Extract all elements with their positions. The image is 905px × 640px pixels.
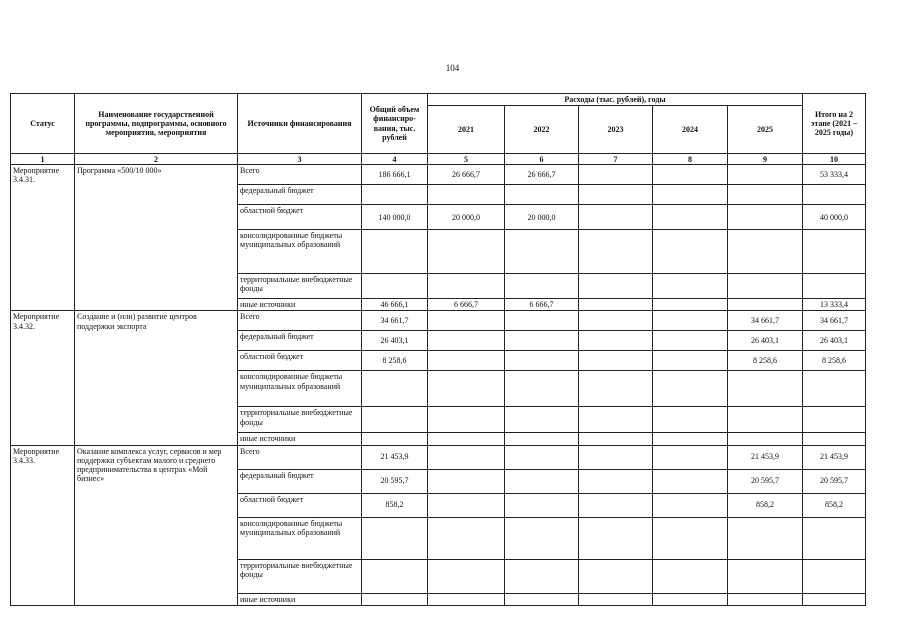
amount-cell bbox=[505, 331, 579, 351]
amount-cell bbox=[428, 371, 505, 407]
amount-cell bbox=[653, 559, 728, 593]
amount-cell bbox=[653, 274, 728, 299]
budget-table bbox=[10, 93, 866, 606]
amount-cell: 20 595,7 bbox=[803, 469, 866, 493]
funding-source: консолидированные бюджеты муниципальных образований bbox=[238, 517, 362, 559]
amount-cell: 26 666,7 bbox=[505, 165, 579, 185]
amount-cell bbox=[428, 517, 505, 559]
amount-cell bbox=[579, 517, 653, 559]
header-year-2025: 2025 bbox=[728, 106, 803, 154]
header-year-2021: 2021 bbox=[428, 106, 505, 154]
amount-cell bbox=[428, 493, 505, 517]
column-number: 9 bbox=[728, 154, 803, 165]
amount-cell bbox=[428, 407, 505, 433]
amount-cell: 40 000,0 bbox=[803, 205, 866, 230]
amount-cell bbox=[428, 593, 505, 605]
amount-cell: 20 595,7 bbox=[728, 469, 803, 493]
funding-source: территориальные внебюджетные фонды bbox=[238, 407, 362, 433]
amount-cell bbox=[362, 371, 428, 407]
funding-source: консолидированные бюджеты муниципальных образований bbox=[238, 230, 362, 274]
amount-cell: 26 666,7 bbox=[428, 165, 505, 185]
amount-cell: 6 666,7 bbox=[505, 299, 579, 311]
amount-cell bbox=[505, 311, 579, 331]
amount-cell: 53 333,4 bbox=[803, 165, 866, 185]
amount-cell bbox=[803, 371, 866, 407]
table-row bbox=[11, 311, 866, 331]
amount-cell: 20 595,7 bbox=[362, 469, 428, 493]
amount-cell bbox=[579, 371, 653, 407]
measure-status: Мероприятие 3.4.31. bbox=[11, 165, 75, 311]
header-status: Статус bbox=[11, 94, 75, 154]
amount-cell bbox=[728, 407, 803, 433]
funding-source: Всего bbox=[238, 165, 362, 185]
column-number: 8 bbox=[653, 154, 728, 165]
amount-cell bbox=[579, 493, 653, 517]
amount-cell bbox=[428, 559, 505, 593]
amount-cell bbox=[579, 559, 653, 593]
amount-cell bbox=[579, 351, 653, 371]
amount-cell bbox=[728, 433, 803, 445]
amount-cell: 34 661,7 bbox=[728, 311, 803, 331]
column-number: 10 bbox=[803, 154, 866, 165]
header-total: Общий объем финансиро-вания, тыс. рублей bbox=[362, 94, 428, 154]
measure-name: Создание и (или) развитие центров поддержки экспорта bbox=[75, 311, 238, 445]
amount-cell: 858,2 bbox=[362, 493, 428, 517]
amount-cell bbox=[579, 445, 653, 469]
amount-cell bbox=[362, 433, 428, 445]
header-sources: Источники финансирования bbox=[238, 94, 362, 154]
amount-cell bbox=[362, 185, 428, 205]
funding-source: Всего bbox=[238, 311, 362, 331]
amount-cell bbox=[803, 433, 866, 445]
amount-cell bbox=[579, 299, 653, 311]
budget-table-body bbox=[11, 165, 866, 606]
amount-cell bbox=[579, 311, 653, 331]
amount-cell: 8 258,6 bbox=[728, 351, 803, 371]
amount-cell: 858,2 bbox=[728, 493, 803, 517]
header-itogo: Итого на 2 этапе (2021 – 2025 годы) bbox=[803, 94, 866, 154]
table-row bbox=[11, 165, 866, 185]
amount-cell bbox=[428, 230, 505, 274]
column-number: 2 bbox=[75, 154, 238, 165]
amount-cell bbox=[653, 185, 728, 205]
amount-cell bbox=[579, 230, 653, 274]
column-number: 3 bbox=[238, 154, 362, 165]
amount-cell bbox=[505, 230, 579, 274]
funding-source: Всего bbox=[238, 445, 362, 469]
amount-cell: 21 453,9 bbox=[728, 445, 803, 469]
amount-cell bbox=[505, 351, 579, 371]
amount-cell bbox=[803, 185, 866, 205]
amount-cell: 21 453,9 bbox=[362, 445, 428, 469]
amount-cell bbox=[653, 407, 728, 433]
column-number-row bbox=[11, 154, 866, 165]
amount-cell bbox=[803, 593, 866, 605]
amount-cell bbox=[803, 230, 866, 274]
amount-cell bbox=[728, 299, 803, 311]
amount-cell bbox=[728, 593, 803, 605]
amount-cell bbox=[653, 351, 728, 371]
amount-cell bbox=[505, 517, 579, 559]
amount-cell bbox=[653, 433, 728, 445]
amount-cell bbox=[505, 469, 579, 493]
amount-cell: 20 000,0 bbox=[428, 205, 505, 230]
funding-source: областной бюджет bbox=[238, 493, 362, 517]
amount-cell bbox=[653, 371, 728, 407]
amount-cell: 6 666,7 bbox=[428, 299, 505, 311]
funding-source: консолидированные бюджеты муниципальных образований bbox=[238, 371, 362, 407]
column-number: 1 bbox=[11, 154, 75, 165]
funding-source: иные источники bbox=[238, 433, 362, 445]
amount-cell: 26 403,1 bbox=[362, 331, 428, 351]
funding-source: иные источники bbox=[238, 299, 362, 311]
amount-cell bbox=[362, 559, 428, 593]
amount-cell bbox=[362, 517, 428, 559]
amount-cell bbox=[803, 407, 866, 433]
amount-cell bbox=[579, 185, 653, 205]
amount-cell: 34 661,7 bbox=[803, 311, 866, 331]
amount-cell bbox=[579, 433, 653, 445]
header-year-2023: 2023 bbox=[579, 106, 653, 154]
amount-cell bbox=[579, 274, 653, 299]
amount-cell bbox=[728, 517, 803, 559]
amount-cell bbox=[505, 593, 579, 605]
funding-source: иные источники bbox=[238, 593, 362, 605]
amount-cell bbox=[653, 165, 728, 185]
table-row bbox=[11, 445, 866, 469]
amount-cell bbox=[728, 205, 803, 230]
amount-cell bbox=[579, 469, 653, 493]
amount-cell: 21 453,9 bbox=[803, 445, 866, 469]
amount-cell bbox=[728, 165, 803, 185]
column-number: 4 bbox=[362, 154, 428, 165]
amount-cell bbox=[653, 311, 728, 331]
funding-source: областной бюджет bbox=[238, 351, 362, 371]
amount-cell bbox=[505, 274, 579, 299]
amount-cell bbox=[362, 230, 428, 274]
header-year-2024: 2024 bbox=[653, 106, 728, 154]
amount-cell: 20 000,0 bbox=[505, 205, 579, 230]
amount-cell: 26 403,1 bbox=[728, 331, 803, 351]
amount-cell bbox=[428, 185, 505, 205]
page-number: 104 bbox=[445, 63, 460, 73]
amount-cell: 34 661,7 bbox=[362, 311, 428, 331]
amount-cell bbox=[505, 433, 579, 445]
amount-cell bbox=[728, 559, 803, 593]
amount-cell bbox=[579, 165, 653, 185]
amount-cell bbox=[428, 274, 505, 299]
amount-cell bbox=[653, 593, 728, 605]
amount-cell bbox=[653, 493, 728, 517]
column-number: 6 bbox=[505, 154, 579, 165]
amount-cell bbox=[505, 407, 579, 433]
funding-source: территориальные внебюджетные фонды bbox=[238, 559, 362, 593]
amount-cell bbox=[505, 493, 579, 517]
column-number: 5 bbox=[428, 154, 505, 165]
amount-cell: 13 333,4 bbox=[803, 299, 866, 311]
amount-cell bbox=[728, 274, 803, 299]
amount-cell bbox=[653, 445, 728, 469]
amount-cell bbox=[428, 445, 505, 469]
amount-cell bbox=[728, 185, 803, 205]
amount-cell bbox=[428, 351, 505, 371]
header-name: Наименование государственной программы, подпрограммы, основного мероприятия, мероприятия bbox=[75, 94, 238, 154]
amount-cell bbox=[579, 407, 653, 433]
amount-cell bbox=[728, 371, 803, 407]
amount-cell bbox=[728, 230, 803, 274]
amount-cell bbox=[362, 593, 428, 605]
funding-source: областной бюджет bbox=[238, 205, 362, 230]
amount-cell bbox=[653, 205, 728, 230]
amount-cell bbox=[579, 205, 653, 230]
amount-cell bbox=[803, 274, 866, 299]
header-expenses: Расходы (тыс. рублей), годы bbox=[428, 94, 803, 106]
amount-cell bbox=[362, 407, 428, 433]
amount-cell: 26 403,1 bbox=[803, 331, 866, 351]
amount-cell bbox=[653, 469, 728, 493]
amount-cell bbox=[653, 230, 728, 274]
amount-cell bbox=[653, 517, 728, 559]
measure-status: Мероприятие 3.4.33. bbox=[11, 445, 75, 605]
header-year-2022: 2022 bbox=[505, 106, 579, 154]
amount-cell: 8 258,6 bbox=[803, 351, 866, 371]
amount-cell bbox=[505, 185, 579, 205]
amount-cell bbox=[505, 445, 579, 469]
funding-source: федеральный бюджет bbox=[238, 469, 362, 493]
funding-source: федеральный бюджет bbox=[238, 331, 362, 351]
measure-status: Мероприятие 3.4.32. bbox=[11, 311, 75, 445]
amount-cell bbox=[428, 469, 505, 493]
amount-cell bbox=[428, 433, 505, 445]
amount-cell bbox=[362, 274, 428, 299]
amount-cell bbox=[505, 371, 579, 407]
amount-cell bbox=[428, 331, 505, 351]
amount-cell: 46 666,1 bbox=[362, 299, 428, 311]
amount-cell: 858,2 bbox=[803, 493, 866, 517]
measure-name: Оказание комплекса услуг, сервисов и мер поддержки субъектам малого и среднего предпринимательства в центрах «Мой бизнес» bbox=[75, 445, 238, 605]
funding-source: федеральный бюджет bbox=[238, 185, 362, 205]
amount-cell bbox=[579, 593, 653, 605]
amount-cell bbox=[803, 559, 866, 593]
amount-cell bbox=[653, 299, 728, 311]
measure-name: Программа «500/10 000» bbox=[75, 165, 238, 311]
amount-cell: 186 666,1 bbox=[362, 165, 428, 185]
amount-cell: 8 258,6 bbox=[362, 351, 428, 371]
amount-cell bbox=[579, 331, 653, 351]
funding-source: территориальные внебюджетные фонды bbox=[238, 274, 362, 299]
column-number: 7 bbox=[579, 154, 653, 165]
amount-cell bbox=[653, 331, 728, 351]
amount-cell: 140 000,0 bbox=[362, 205, 428, 230]
amount-cell bbox=[803, 517, 866, 559]
amount-cell bbox=[505, 559, 579, 593]
amount-cell bbox=[428, 311, 505, 331]
